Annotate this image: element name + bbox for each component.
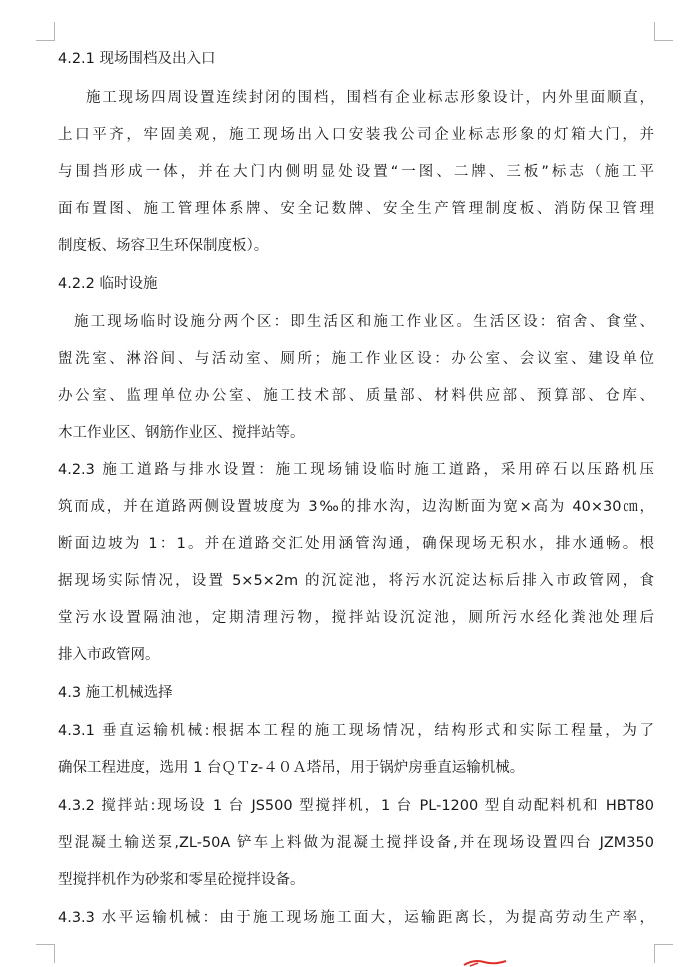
paragraph-line: 办公室、监理单位办公室、施工技术部、质量部、材料供应部、预算部、仓库、 [58,388,654,404]
red-ink-mark [462,958,508,967]
paragraph-line: 面布置图、施工管理体系牌、安全记数牌、安全生产管理制度板、消防保卫管理 [58,201,654,217]
paragraph-line: 与围挡形成一体，并在大门内侧明显处设置“一图、二牌、三板”标志（施工平 [58,164,654,180]
page-corner-mark-top-right [654,22,673,41]
paragraph-line: 筑而成，并在道路两侧设置坡度为 3‰的排水沟，边沟断面为宽×高为 40×30㎝， [58,499,654,515]
section-heading-4-3-3: 4.3.3 水平运输机械：由于施工现场施工面大，运输距离长，为提高劳动生产率， [58,910,654,926]
paragraph-line: 据现场实际情况，设置 5×5×2m 的沉淀池，将污水沉淀达标后排入市政管网，食 [58,573,654,589]
section-heading-4-3: 4.3 施工机械选择 [58,685,173,701]
paragraph-line: 确保工程进度，选用 1 台ＱＴz-４０Ａ塔吊，用于锅炉房垂直运输机械。 [58,760,525,776]
paragraph-line: 盥洗室、淋浴间、与活动室、厕所；施工作业区设：办公室、会议室、建设单位 [58,351,654,367]
section-heading-4-2-3: 4.2.3 施工道路与排水设置：施工现场铺设临时施工道路，采用碎石以压路机压 [58,462,654,478]
section-heading-4-2-1: 4.2.1 现场围档及出入口 [58,51,216,67]
paragraph-line: 堂污水设置隔油池，定期清理污物，搅拌站设沉淀池，厕所污水经化粪池处理后 [58,610,654,626]
paragraph-line: 型搅拌机作为砂浆和零星砼搅拌设备。 [58,872,305,888]
page-corner-mark-bottom-left [36,944,55,963]
paragraph-line: 排入市政管网。 [58,647,160,663]
paragraph-line: 上口平齐，牢固美观，施工现场出入口安装我公司企业标志形象的灯箱大门，并 [58,127,654,143]
section-heading-4-3-2: 4.3.2 搅拌站:现场设 1 台 JS500 型搅拌机，1 台 PL-1200 型自动配料机和 HBT80 [58,798,654,814]
page-corner-mark-top-left [36,22,55,41]
section-heading-4-2-2: 4.2.2 临时设施 [58,276,158,292]
paragraph-line: 施工现场临时设施分两个区：即生活区和施工作业区。生活区设：宿舍、食堂、 [74,314,654,330]
paragraph-line: 制度板、场容卫生环保制度板）。 [58,238,269,254]
paragraph-line: 木工作业区、钢筋作业区、搅拌站等。 [58,425,305,441]
page-corner-mark-bottom-right [654,944,673,963]
paragraph-line: 断面边坡为 1：1。并在道路交汇处用涵管沟通，确保现场无积水，排水通畅。根 [58,536,654,552]
section-heading-4-3-1: 4.3.1 垂直运输机械:根据本工程的施工现场情况，结构形式和实际工程量，为了 [58,723,654,739]
paragraph-line: 施工现场四周设置连续封闭的围档，围档有企业标志形象设计，内外里面顺直， [86,90,654,106]
paragraph-line: 型混凝土输送泵,ZL-50A 铲车上料做为混凝土搅拌设备,并在现场设置四台 JZM350 [58,835,654,851]
